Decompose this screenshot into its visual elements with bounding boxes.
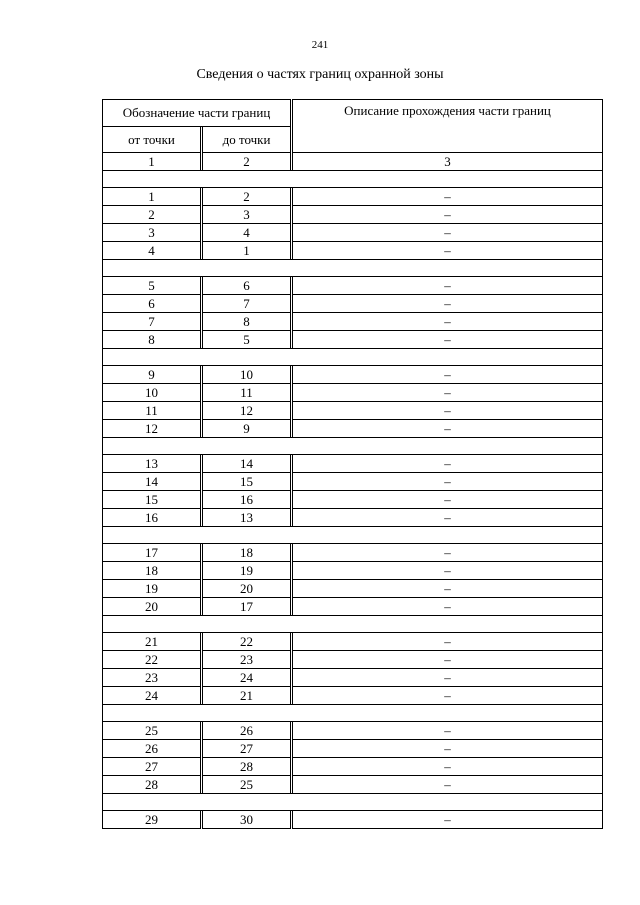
page-title: Сведения о частях границ охранной зоны: [196, 67, 444, 82]
cell-to-point: 15: [203, 473, 291, 491]
cell-to-point: 3: [203, 206, 291, 224]
cell-description: –: [293, 491, 603, 509]
cell-description: –: [293, 420, 603, 438]
table-row: [103, 562, 603, 580]
cell-from-point: 9: [103, 366, 201, 384]
cell-description: –: [293, 740, 603, 758]
cell-from-point: 22: [103, 651, 201, 669]
empty-separator-cell: [103, 705, 603, 722]
cell-description: –: [293, 224, 603, 242]
cell-description: –: [293, 633, 603, 651]
cell-to-point: 7: [203, 295, 291, 313]
cell-to-point: 4: [203, 224, 291, 242]
cell-from-point: 25: [103, 722, 201, 740]
cell-to-point: 24: [203, 669, 291, 687]
cell-from-point: 13: [103, 455, 201, 473]
cell-to-point: 13: [203, 509, 291, 527]
cell-from-point: 29: [103, 811, 201, 829]
cell-to-point: 23: [203, 651, 291, 669]
cell-to-point: 20: [203, 580, 291, 598]
table-row: [103, 669, 603, 687]
table-row: [103, 313, 603, 331]
cell-description: –: [293, 651, 603, 669]
cell-from-point: 2: [103, 206, 201, 224]
table-row: [103, 633, 603, 651]
cell-to-point: 18: [203, 544, 291, 562]
group-separator-row: [103, 438, 603, 455]
cell-description: –: [293, 242, 603, 260]
cell-from-point: 5: [103, 277, 201, 295]
cell-to-point: 26: [203, 722, 291, 740]
column-index-row: [103, 153, 603, 171]
table-row: [103, 242, 603, 260]
cell-description: –: [293, 206, 603, 224]
cell-to-point: 12: [203, 402, 291, 420]
cell-description: –: [293, 313, 603, 331]
table-row: [103, 206, 603, 224]
header-boundary-designation: Обозначение части границ: [103, 100, 291, 127]
table-row: [103, 544, 603, 562]
table-row: [103, 402, 603, 420]
cell-from-point: 1: [103, 153, 201, 171]
cell-to-point: 22: [203, 633, 291, 651]
cell-description: 3: [293, 153, 603, 171]
cell-from-point: 18: [103, 562, 201, 580]
group-separator-row: [103, 349, 603, 366]
cell-description: –: [293, 598, 603, 616]
table-row: [103, 455, 603, 473]
cell-from-point: 1: [103, 188, 201, 206]
cell-from-point: 20: [103, 598, 201, 616]
empty-separator-cell: [103, 260, 603, 277]
cell-description: –: [293, 331, 603, 349]
cell-to-point: 10: [203, 366, 291, 384]
group-separator-row: [103, 705, 603, 722]
cell-description: –: [293, 473, 603, 491]
table-row: [103, 598, 603, 616]
header-description: Описание прохождения части границ: [293, 100, 603, 153]
table-header-row: [103, 100, 603, 127]
cell-description: –: [293, 509, 603, 527]
cell-to-point: 16: [203, 491, 291, 509]
empty-separator-cell: [103, 438, 603, 455]
cell-description: –: [293, 562, 603, 580]
cell-from-point: 27: [103, 758, 201, 776]
group-separator-row: [103, 794, 603, 811]
cell-from-point: 12: [103, 420, 201, 438]
cell-from-point: 28: [103, 776, 201, 794]
header-from-point: от точки: [103, 127, 201, 153]
boundary-table: [102, 99, 603, 829]
table-row: [103, 473, 603, 491]
cell-description: –: [293, 722, 603, 740]
cell-to-point: 2: [203, 188, 291, 206]
cell-from-point: 19: [103, 580, 201, 598]
cell-to-point: 27: [203, 740, 291, 758]
cell-to-point: 28: [203, 758, 291, 776]
table-row: [103, 277, 603, 295]
table-row: [103, 776, 603, 794]
cell-to-point: 9: [203, 420, 291, 438]
empty-separator-cell: [103, 794, 603, 811]
cell-to-point: 21: [203, 687, 291, 705]
cell-from-point: 24: [103, 687, 201, 705]
table-row: [103, 224, 603, 242]
table-row: [103, 758, 603, 776]
table-row: [103, 491, 603, 509]
cell-description: –: [293, 277, 603, 295]
cell-to-point: 17: [203, 598, 291, 616]
group-separator-row: [103, 616, 603, 633]
cell-from-point: 16: [103, 509, 201, 527]
cell-from-point: 17: [103, 544, 201, 562]
cell-from-point: 6: [103, 295, 201, 313]
cell-from-point: 4: [103, 242, 201, 260]
cell-description: –: [293, 384, 603, 402]
cell-to-point: 1: [203, 242, 291, 260]
cell-to-point: 8: [203, 313, 291, 331]
cell-from-point: 26: [103, 740, 201, 758]
table-row: [103, 687, 603, 705]
cell-description: –: [293, 687, 603, 705]
cell-to-point: 14: [203, 455, 291, 473]
table-row: [103, 188, 603, 206]
cell-from-point: 21: [103, 633, 201, 651]
cell-to-point: 19: [203, 562, 291, 580]
cell-description: –: [293, 544, 603, 562]
table-row: [103, 651, 603, 669]
table-row: [103, 295, 603, 313]
table-row: [103, 366, 603, 384]
cell-from-point: 14: [103, 473, 201, 491]
cell-from-point: 23: [103, 669, 201, 687]
group-separator-row: [103, 260, 603, 277]
empty-separator-cell: [103, 616, 603, 633]
cell-description: –: [293, 758, 603, 776]
cell-to-point: 6: [203, 277, 291, 295]
table-row: [103, 420, 603, 438]
cell-to-point: 11: [203, 384, 291, 402]
header-to-point: до точки: [203, 127, 291, 153]
cell-from-point: 7: [103, 313, 201, 331]
empty-separator-cell: [103, 349, 603, 366]
cell-description: –: [293, 188, 603, 206]
cell-description: –: [293, 580, 603, 598]
empty-separator-cell: [103, 527, 603, 544]
group-separator-row: [103, 171, 603, 188]
cell-to-point: 2: [203, 153, 291, 171]
table-body: [103, 153, 603, 829]
cell-description: –: [293, 366, 603, 384]
group-separator-row: [103, 527, 603, 544]
cell-description: –: [293, 295, 603, 313]
page-number: 241: [311, 39, 329, 51]
table-row: [103, 509, 603, 527]
table-row: [103, 722, 603, 740]
cell-description: –: [293, 811, 603, 829]
cell-description: –: [293, 455, 603, 473]
cell-from-point: 8: [103, 331, 201, 349]
cell-from-point: 11: [103, 402, 201, 420]
cell-to-point: 5: [203, 331, 291, 349]
cell-from-point: 15: [103, 491, 201, 509]
table-row: [103, 384, 603, 402]
cell-from-point: 10: [103, 384, 201, 402]
table-row: [103, 331, 603, 349]
cell-description: –: [293, 402, 603, 420]
cell-from-point: 3: [103, 224, 201, 242]
cell-description: –: [293, 776, 603, 794]
table-row: [103, 811, 603, 829]
empty-separator-cell: [103, 171, 603, 188]
cell-to-point: 25: [203, 776, 291, 794]
table-row: [103, 740, 603, 758]
cell-description: –: [293, 669, 603, 687]
cell-to-point: 30: [203, 811, 291, 829]
table-row: [103, 580, 603, 598]
